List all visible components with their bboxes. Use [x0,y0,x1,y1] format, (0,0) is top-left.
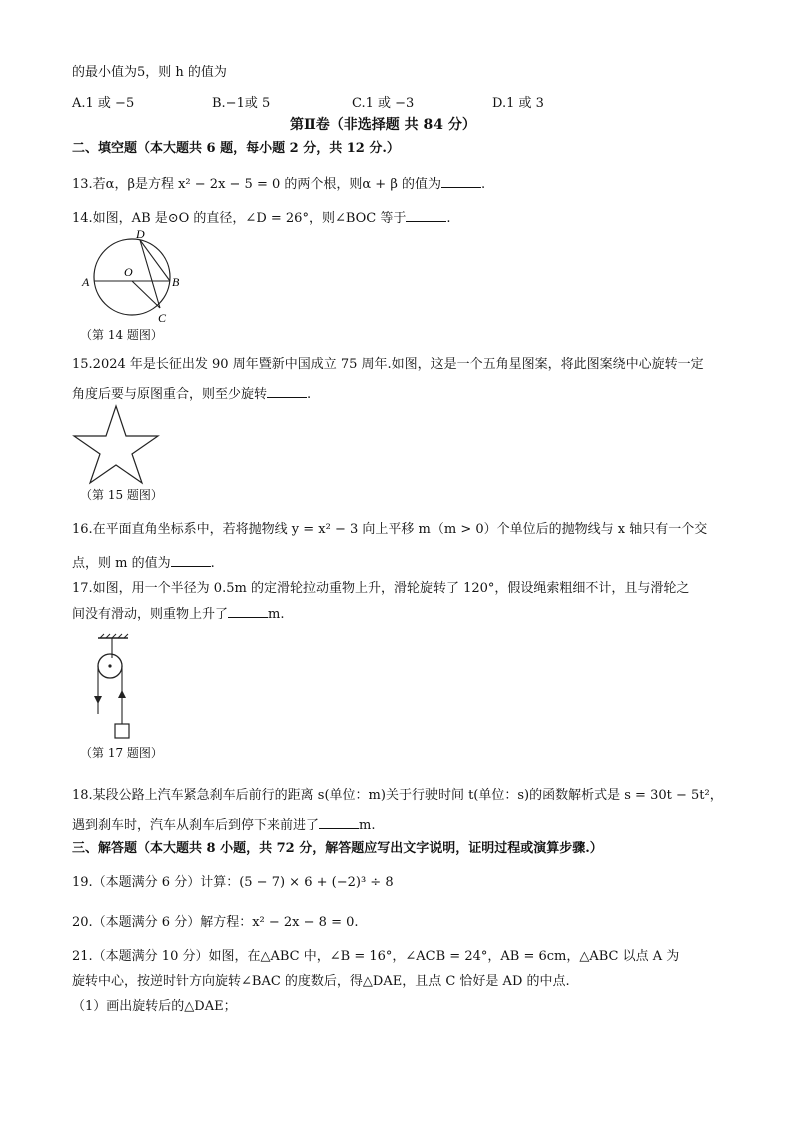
option-d: D.1 或 3 [492,96,544,111]
figure-14-circle-diagram [80,227,190,325]
question-16-text: 点，则 m 的值为 [72,556,171,571]
question-21-line2: 旋转中心，按逆时针方向旋转∠BAC 的度数后，得△DAE，且点 C 恰好是 AD 的中点. [72,974,570,989]
part2-title: 第Ⅱ卷（非选择题 共 84 分） [290,117,476,133]
question-18-line2 [72,815,375,835]
question-16-line2: 点，则 m 的值为 . [72,553,215,573]
section3-heading: 三、解答题（本大题共 8 小题，共 72 分，解答题应写出文字说明，证明过程或演算步骤.） [72,841,603,856]
option-c: C.1 或 −3 [352,96,415,111]
question-19: 19.（本题满分 6 分）计算：(5 − 7) × 6 + (−2)³ ÷ 8 [72,875,394,890]
question-15-text: 角度后要与原图重合，则至少旋转 [72,387,268,402]
question-20: 20.（本题满分 6 分）解方程：x² − 2x − 8 = 0. [72,915,359,930]
option-b: B.−1或 5 [212,96,271,111]
label-d: D [136,227,145,241]
question-21-sub1: （1）画出旋转后的△DAE； [72,999,237,1014]
question-15-line1: 15.2024 年是长征出发 90 周年暨新中国成立 75 周年.如图，这是一个五角星图案，将此图案绕中心旋转一定 [72,357,704,372]
figure-15-star-diagram [72,404,162,484]
question-13: 13.若α，β是方程 x² − 2x − 5 = 0 的两个根，则α + β 的值为 . [72,174,485,194]
answer-blank-15[interactable] [267,384,307,398]
question-14-text: 14.如图，AB 是⊙O 的直径，∠D = 26°，则∠BOC 等于 [72,211,407,226]
label-a: A [82,275,90,289]
question-17-line2 [72,604,284,624]
question-13-text: 13.若α，β是方程 x² − 2x − 5 = 0 的两个根，则α + β 的值为 [72,177,441,192]
question-17-unit: m. [268,607,285,622]
question-14: 14.如图，AB 是⊙O 的直径，∠D = 26°，则∠BOC 等于 . [72,208,451,228]
prev-question-tail: 的最小值为5，则 h 的值为 [72,65,227,80]
question-16-line1: 16.在平面直角坐标系中，若将抛物线 y = x² − 3 向上平移 m（m > 0）个单位后的抛物线与 x 轴只有一个交 [72,522,708,537]
figure-14-caption: （第 14 题图） [80,328,163,342]
label-b: B [172,275,180,289]
figure-15-caption: （第 15 题图） [80,488,163,502]
answer-blank-13[interactable] [441,174,481,188]
answer-blank-18[interactable] [319,815,359,829]
answer-blank-17[interactable] [228,604,268,618]
question-17-text: 间没有滑动，则重物上升了 [72,607,229,622]
question-18-line1: 18.某段公路上汽车紧急刹车后前行的距离 s(单位：m)关于行驶时间 t(单位：s)的函数解析式是 s = 30t − 5t²， [72,788,723,803]
arrow-up-icon [118,690,126,698]
option-a: A.1 或 −5 [72,96,135,111]
arrow-down-icon [94,696,102,704]
question-15-line2: 角度后要与原图重合，则至少旋转 . [72,384,311,404]
figure-17-caption: （第 17 题图） [80,746,163,760]
weight-block [115,724,129,738]
label-o: O [124,265,133,279]
five-point-star [74,406,158,483]
question-17-line1: 17.如图，用一个半径为 0.5m 的定滑轮拉动重物上升，滑轮旋转了 120°，假设绳索粗细不计，且与滑轮之 [72,581,690,596]
question-18-text: 遇到刹车时，汽车从刹车后到停下来前进了 [72,818,320,833]
answer-blank-16[interactable] [171,553,211,567]
pulley-axle [108,664,111,667]
question-18-unit: m. [359,818,376,833]
label-c: C [158,311,167,325]
figure-17-pulley-diagram [88,634,148,744]
question-21-line1: 21.（本题满分 10 分）如图，在△ABC 中，∠B = 16°，∠ACB = 24°，AB = 6cm，△ABC 以点 A 为 [72,949,680,964]
section2-heading: 二、填空题（本大题共 6 题，每小题 2 分，共 12 分.） [72,141,400,156]
answer-blank-14[interactable] [406,208,446,222]
